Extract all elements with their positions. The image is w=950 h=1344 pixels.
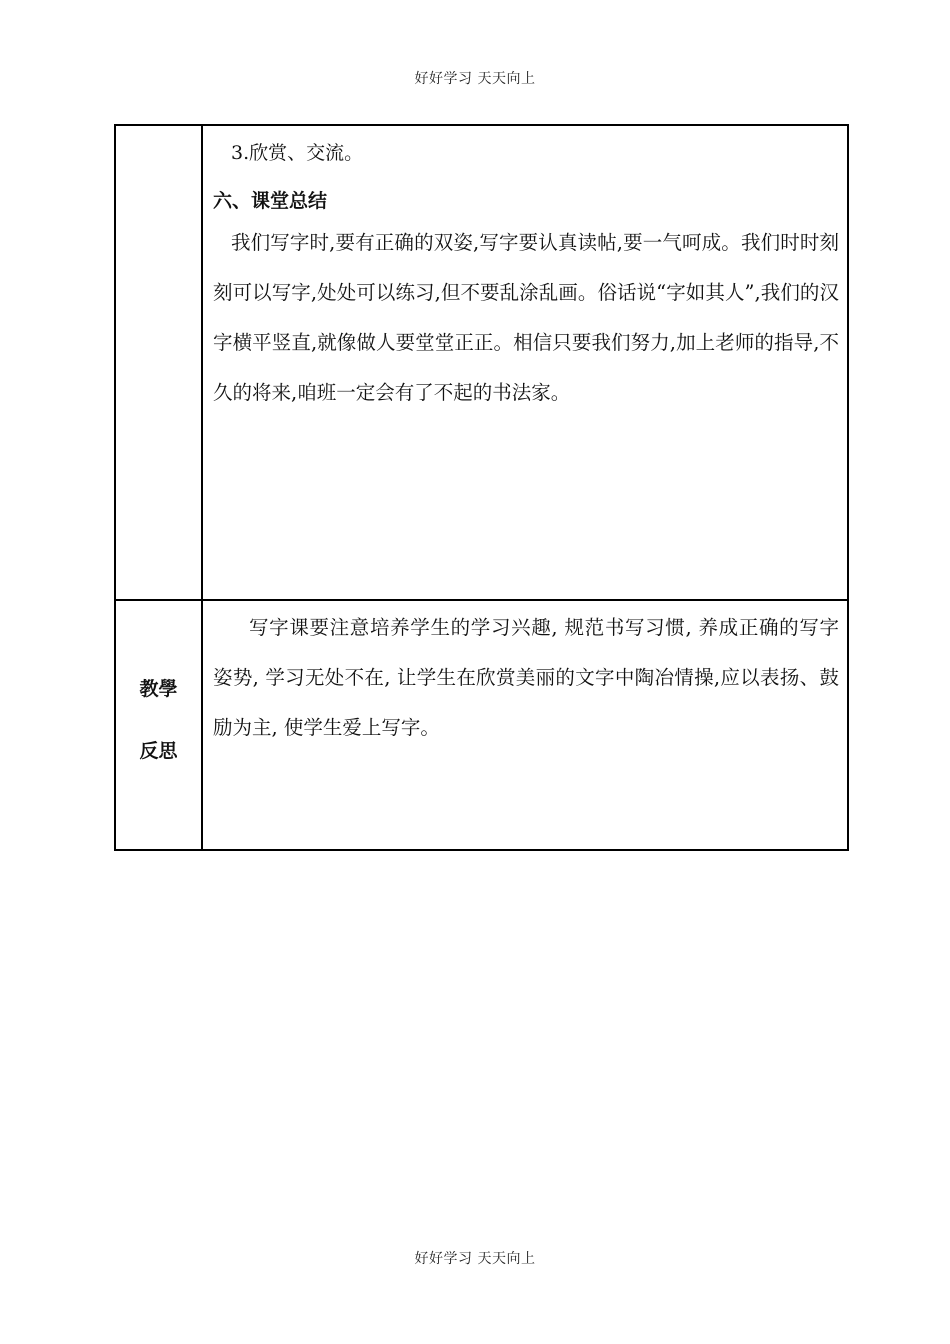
summary-paragraph: 我们写字时,要有正确的双姿,写字要认真读帖,要一气呵成。我们时时刻刻可以写字,处处可以练习,但不要乱涂乱画。俗话说“字如其人”,我们的汉字横平竖直,就像做人要堂堂正正。相信只要我们努力,加上老师的指导,不久的将来,咱班一定会有了不起的书法家。 xyxy=(213,231,839,404)
reflection-cell xyxy=(202,600,848,850)
reflection-label-line1: 教學 xyxy=(139,678,178,700)
reflection-label-line2: 反思 xyxy=(139,740,178,762)
table-row-summary xyxy=(115,125,848,600)
reflection-label-cell xyxy=(115,600,202,850)
page-header: 好好学习 天天向上 xyxy=(414,71,536,87)
summary-cell xyxy=(202,125,848,600)
row-label-empty xyxy=(115,125,202,600)
section-title: 六、课堂总结 xyxy=(213,190,328,212)
activity-item: 3.欣赏、交流。 xyxy=(231,142,364,164)
page-footer: 好好学习 天天向上 xyxy=(414,1251,536,1267)
lesson-plan-table xyxy=(114,124,849,851)
table-row-reflection xyxy=(115,600,848,850)
reflection-paragraph: 写字课要注意培养学生的学习兴趣, 规范书写习惯, 养成正确的写字姿势, 学习无处不在, 让学生在欣赏美丽的文字中陶冶情操,应以表扬、鼓励为主, 使学生爱上写字。 xyxy=(213,616,839,739)
